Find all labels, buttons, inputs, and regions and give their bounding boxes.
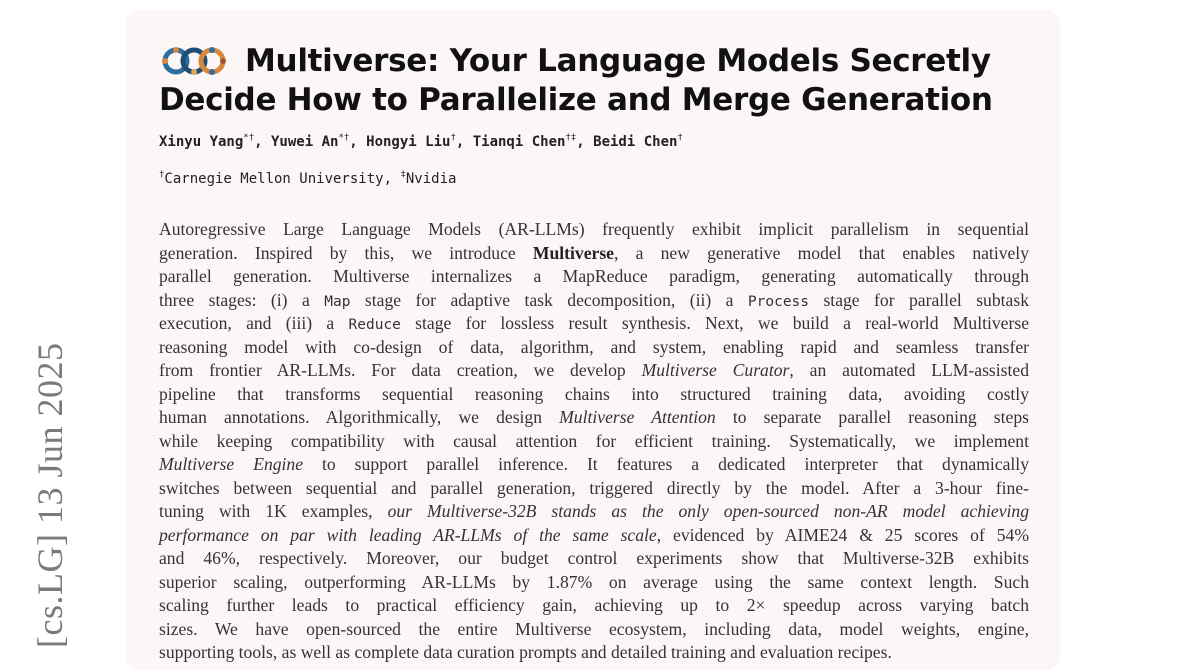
abstract-line [159,641,1029,665]
text-run: superior scaling, outperforming AR-LLMs by 1.87% on average using the same context length. Such [159,571,1029,592]
text-run: parallel generation. Multiverse internalizes a MapReduce paradigm, generating automatically through [159,266,1029,286]
abstract-line [159,359,1029,383]
text-run: stage for parallel subtask [809,289,1029,310]
inline-code: Map [324,293,351,310]
abstract-line [159,571,1029,595]
author-name: Hongyi Liu [366,134,451,150]
author-list: Xinyu Yang*†, Yuwei An*†, Hongyi Liu†, Tianqi Chen†‡, Beidi Chen† [159,133,683,150]
affiliation-mark: † [159,170,165,180]
affiliation-name: Nvidia [405,171,457,187]
author-mark: † [450,133,456,143]
text-run: while keeping compatibility with causal attention for efficient training. Systematically, we implement [159,430,1029,451]
text-run: tuning with 1K examples, [159,501,388,521]
inline-code: Process [747,293,810,310]
text-run: stage for adaptive task decomposition, (ii) a [350,289,748,310]
abstract-line [159,289,1029,313]
author-name: Tianqi Chen [472,134,566,150]
author-mark: †‡ [565,133,577,143]
emphasis-text: performance on par with leading AR-LLMs of the same scale [159,524,657,545]
author-mark: † [677,133,683,143]
text-run: supporting tools, as well as complete data curation prompts and detailed training and evaluation recipes. [159,642,892,662]
abstract-line [159,242,1029,266]
text-run: execution, and (iii) a [159,313,349,333]
text-run: scaling further leads to practical efficiency gain, achieving up to 2× speedup across varying batch [159,595,1029,615]
author-mark: *† [338,133,350,143]
abstract-line [159,383,1029,407]
text-run: three stages: (i) a [159,289,325,310]
affiliation-mark: ‡ [400,170,406,180]
text-run: from frontier AR-LLMs. For data creation, we develop [159,360,642,380]
title-block [159,42,1039,120]
abstract-line [159,618,1029,642]
abstract-line [159,594,1029,618]
abstract-line [159,524,1029,548]
abstract-line [159,453,1029,477]
author-mark: *† [243,133,255,143]
bold-text: Multiverse [532,242,614,263]
abstract-line [159,430,1029,454]
text-run: , a new generative model that enables natively [614,242,1029,263]
abstract-line [159,265,1029,289]
author-name: Beidi Chen [593,134,678,150]
text-run: and 46%, respectively. Moreover, our budget control experiments show that Multiverse-32B exhibits [159,548,1029,568]
text-run: to support parallel inference. It features a dedicated interpreter that dynamically [303,454,1029,474]
title-line-2: Decide How to Parallelize and Merge Generation [159,82,993,118]
text-run: sizes. We have open-sourced the entire Multiverse ecosystem, including data, model weights, engine, [159,618,1029,639]
abstract [159,218,1029,665]
text-run: switches between sequential and parallel generation, triggered directly by the model. After a 3-hour fine- [159,477,1029,498]
abstract-line [159,218,1029,242]
abstract-line [159,477,1029,501]
abstract-line [159,312,1029,336]
text-run: human annotations. Algorithmically, we design [159,407,560,427]
author-name: Xinyu Yang [159,134,244,150]
emphasis-text: Multiverse Engine [159,454,304,474]
affiliation-list: †Carnegie Mellon University, ‡Nvidia [159,170,457,187]
author-name: Yuwei An [271,134,339,150]
affiliation-name: Carnegie Mellon University [164,171,384,187]
text-run: reasoning model with co-design of data, algorithm, and system, enabling rapid and seamless transfer [159,336,1029,357]
arxiv-identifier [22,0,78,648]
inline-code: Reduce [348,317,401,333]
text-run: , evidenced by AIME24 & 25 scores of 54% [656,524,1029,545]
emphasis-text: our Multiverse-32B stands as the only open-sourced non-AR model achieving [387,501,1029,521]
text-run: Autoregressive Large Language Models (AR-LLMs) frequently exhibit implicit parallelism in sequential [159,219,1029,239]
text-run: pipeline that transforms sequential reasoning chains into structured training data, avoiding costly [159,383,1029,404]
paper-title [159,42,1039,120]
emphasis-text: Multiverse Curator [641,360,790,380]
multiverse-rings-icon [159,44,229,78]
abstract-line [159,500,1029,524]
title-line-1: Multiverse: Your Language Models Secretly [245,43,991,79]
text-run: generation. Inspired by this, we introduce [159,242,533,263]
text-run: to separate parallel reasoning steps [715,407,1029,427]
text-run: stage for lossless result synthesis. Next, we build a real-world Multiverse [400,313,1030,333]
abstract-line [159,336,1029,360]
abstract-line [159,406,1029,430]
emphasis-text: Multiverse Attention [559,407,716,427]
text-run: , an automated LLM-assisted [789,360,1029,380]
abstract-line [159,547,1029,571]
arxiv-id-text: [cs.LG] 13 Jun 2025 [30,342,70,648]
